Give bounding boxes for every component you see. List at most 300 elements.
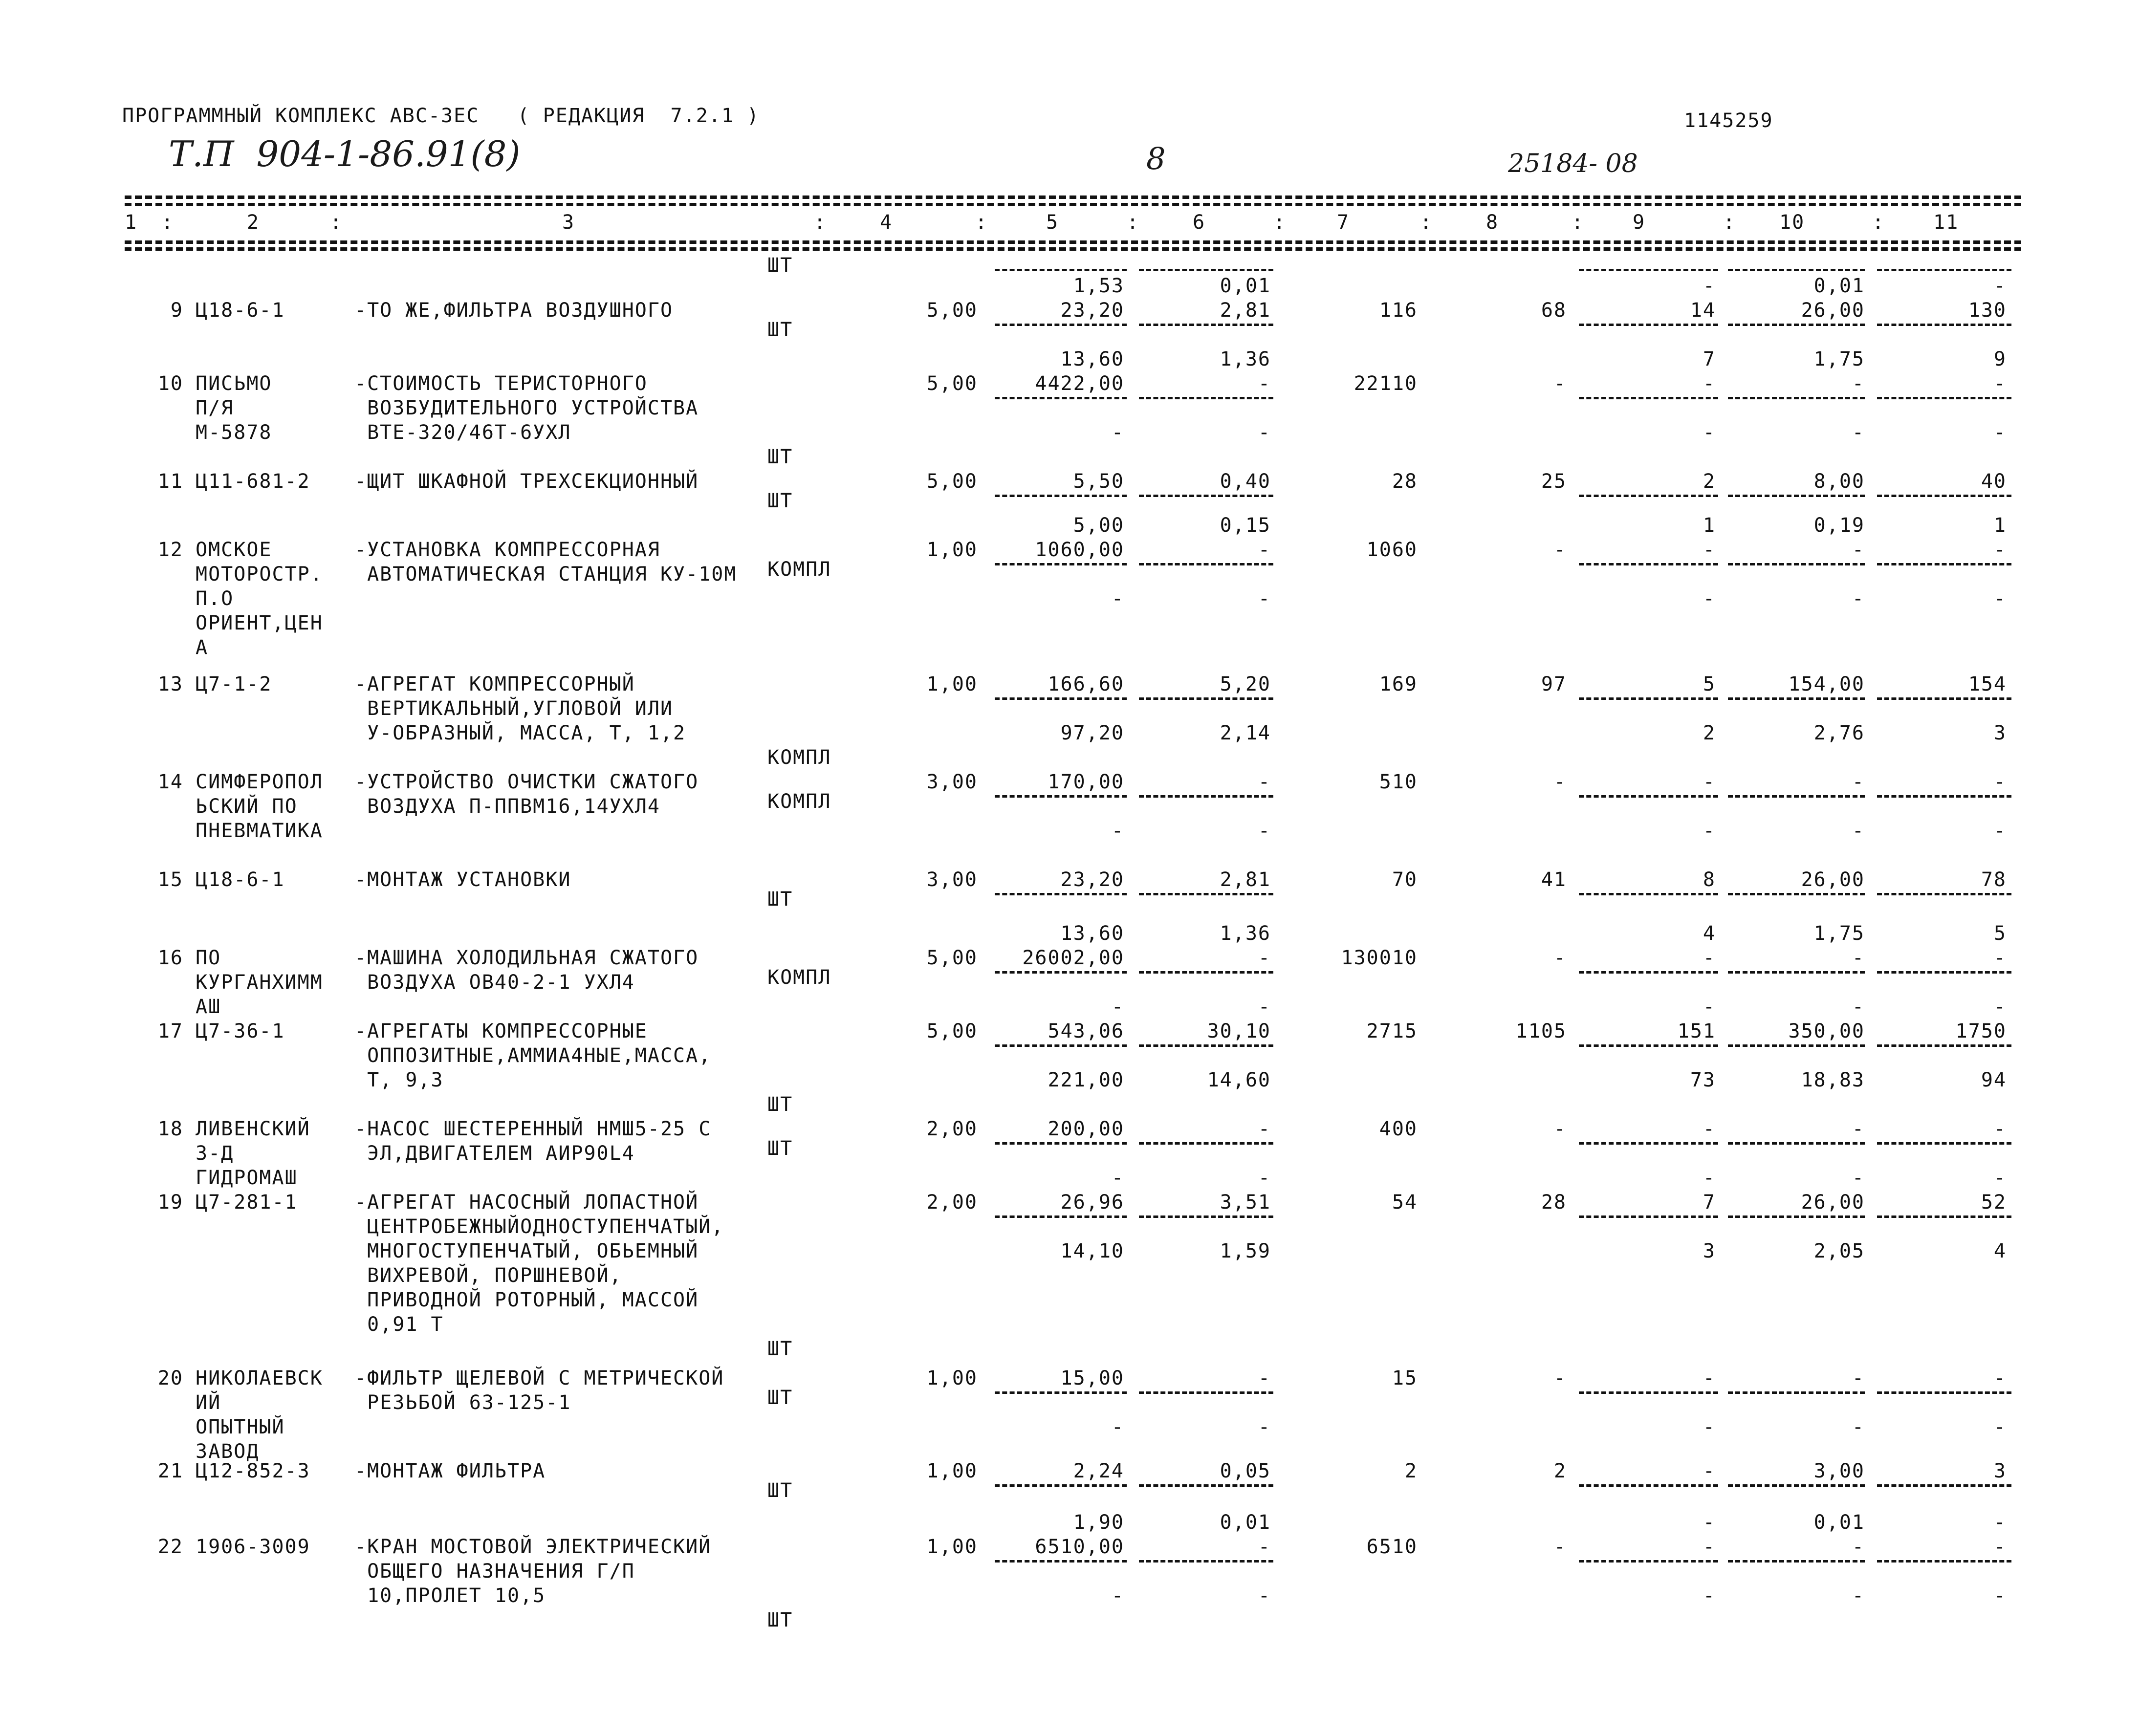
unit-label: ШТ <box>767 888 793 911</box>
sub-value: - <box>1703 996 1716 1018</box>
row-number: 9 <box>170 299 183 322</box>
separator-dash <box>995 563 1127 565</box>
separator-dash <box>1139 1215 1273 1218</box>
separator-dash <box>1877 397 2011 399</box>
row-number: 15 <box>157 868 183 891</box>
separator-dash <box>1877 1044 2011 1047</box>
row-code: Ц11-681-2 <box>196 470 310 493</box>
row-description: -НАСОС ШЕСТЕРЕННЫЙ НМШ5-25 С <box>354 1118 712 1140</box>
sub-value: - <box>1703 820 1716 842</box>
handwritten-page-number: 8 <box>1146 141 1166 176</box>
value-c9: - <box>1703 1460 1716 1482</box>
separator-dash <box>1139 1391 1273 1394</box>
row-description: 0,91 Т <box>354 1313 444 1336</box>
unit-label: КОМПЛ <box>767 790 831 813</box>
column-separator: : <box>1127 211 1139 234</box>
value-c11: - <box>1993 771 2007 793</box>
separator-dash <box>1877 324 2011 326</box>
row-description: ВЕРТИКАЛЬНЫЙ,УГЛОВОЙ ИЛИ <box>354 697 674 720</box>
value-c11: - <box>1993 1118 2007 1140</box>
sub-value: - <box>1852 1416 1865 1438</box>
separator-dash <box>1728 324 1865 326</box>
sub-value: - <box>1993 421 2007 444</box>
value-c9: - <box>1703 771 1716 793</box>
row-number: 17 <box>157 1020 183 1042</box>
value-c5: 1060,00 <box>1035 539 1124 561</box>
value-c8: 28 <box>1541 1191 1567 1214</box>
pre-value: 0,19 <box>1813 514 1865 537</box>
separator-dash <box>1877 495 2011 497</box>
value-c5: 543,06 <box>1048 1020 1124 1042</box>
sub-value: - <box>1993 996 2007 1018</box>
pre-value: 5 <box>1993 922 2007 945</box>
unit-label: ШТ <box>767 1093 793 1116</box>
program-title: ПРОГРАММНЫЙ КОМПЛЕКС АВС-3ЕС ( РЕДАКЦИЯ 7.2.1 ) <box>122 105 760 127</box>
value-c5: 26,96 <box>1060 1191 1124 1214</box>
row-code: ОМСКОЕ <box>196 539 272 561</box>
value-c7: 15 <box>1392 1367 1418 1389</box>
row-code: Ц18-6-1 <box>196 868 285 891</box>
separator-dash <box>1877 563 2011 565</box>
row-number: 10 <box>157 372 183 395</box>
quantity: 2,00 <box>926 1118 978 1140</box>
row-description: РЕЗЬБОЙ 63-125-1 <box>354 1391 571 1414</box>
row-description: -ФИЛЬТР ЩЕЛЕВОЙ С МЕТРИЧЕСКОЙ <box>354 1367 724 1389</box>
column-separator: : <box>1723 211 1735 234</box>
value-c9: 2 <box>1703 470 1716 493</box>
separator-dash <box>1877 697 2011 700</box>
sub-value: 14,60 <box>1207 1069 1271 1091</box>
separator-dash <box>1579 495 1718 497</box>
row-code: ОПЫТНЫЙ <box>196 1416 285 1438</box>
value-c11: 52 <box>1981 1191 2007 1214</box>
row-number: 21 <box>157 1460 183 1482</box>
row-description: У-ОБРАЗНЫЙ, МАССА, Т, 1,2 <box>354 722 686 744</box>
separator-dash <box>995 971 1127 974</box>
sub-value: 3 <box>1993 722 2007 744</box>
sub-value: 2,14 <box>1220 722 1271 744</box>
value-c9: 7 <box>1703 1191 1716 1214</box>
value-c8: 68 <box>1541 299 1567 322</box>
separator-dash <box>1579 1044 1718 1047</box>
value-c11: - <box>1993 539 2007 561</box>
separator-dash <box>1728 1044 1865 1047</box>
row-code: ГИДРОМАШ <box>196 1167 298 1189</box>
pre-value: 4 <box>1703 922 1716 945</box>
row-code: ЬСКИЙ ПО <box>196 795 298 818</box>
value-c9: - <box>1703 1367 1716 1389</box>
value-c5: 5,50 <box>1073 470 1124 493</box>
value-c7: 2 <box>1404 1460 1418 1482</box>
row-description: -ЩИТ ШКАФНОЙ ТРЕХСЕКЦИОННЫЙ <box>354 470 699 493</box>
separator-dash <box>995 1142 1127 1145</box>
row-description: Т, 9,3 <box>354 1069 444 1091</box>
row-number: 12 <box>157 539 183 561</box>
value-c6: 0,40 <box>1220 470 1271 493</box>
value-c9: 5 <box>1703 673 1716 695</box>
quantity: 5,00 <box>926 299 978 322</box>
sub-value: 14,10 <box>1060 1240 1124 1262</box>
value-c11: - <box>1993 372 2007 395</box>
quantity: 3,00 <box>926 868 978 891</box>
unit-label: КОМПЛ <box>767 746 831 769</box>
column-header: 2 <box>247 211 260 234</box>
column-header: 9 <box>1633 211 1646 234</box>
pre-value: 1,75 <box>1813 348 1865 370</box>
sub-value: - <box>1258 421 1271 444</box>
value-c7: 130010 <box>1341 947 1418 969</box>
unit-label: КОМПЛ <box>767 558 831 581</box>
value-c6: 2,81 <box>1220 299 1271 322</box>
separator-dash <box>995 1560 1127 1562</box>
value-c10: 3,00 <box>1813 1460 1865 1482</box>
value-c6: - <box>1258 947 1271 969</box>
separator-dash <box>1728 893 1865 895</box>
separator-dash <box>1139 1560 1273 1562</box>
value-c8: - <box>1553 539 1567 561</box>
header-bottom-rule <box>125 240 2021 244</box>
value-c9: 151 <box>1677 1020 1716 1042</box>
unit-label: ШТ <box>767 1479 793 1502</box>
separator-dash <box>1579 697 1718 700</box>
sub-value: - <box>1993 1416 2007 1438</box>
row-code: КУРГАНХИММ <box>196 971 323 994</box>
pre-value: 7 <box>1703 348 1716 370</box>
value-c8: - <box>1553 1536 1567 1558</box>
sub-value: - <box>1993 1584 2007 1607</box>
value-c7: 22110 <box>1354 372 1418 395</box>
separator-dash <box>1579 269 1718 271</box>
row-code: З-Д <box>196 1142 234 1165</box>
quantity: 1,00 <box>926 673 978 695</box>
value-c10: 26,00 <box>1801 868 1865 891</box>
separator-dash <box>995 1391 1127 1394</box>
sub-value: - <box>1111 1584 1124 1607</box>
separator-dash <box>1139 795 1273 798</box>
value-c7: 70 <box>1392 868 1418 891</box>
sub-value: 94 <box>1981 1069 2007 1091</box>
separator-dash <box>1728 1560 1865 1562</box>
separator-dash <box>995 697 1127 700</box>
value-c10: 26,00 <box>1801 299 1865 322</box>
separator-dash <box>1728 495 1865 497</box>
column-separator: : <box>1872 211 1884 234</box>
value-c7: 28 <box>1392 470 1418 493</box>
separator-dash <box>1728 1142 1865 1145</box>
row-description: -УСТРОЙСТВО ОЧИСТКИ СЖАТОГО <box>354 771 699 793</box>
column-header: 4 <box>880 211 893 234</box>
row-description: -СТОИМОСТЬ ТЕРИСТОРНОГО <box>354 372 648 395</box>
row-code: ПО <box>196 947 221 969</box>
separator-dash <box>995 893 1127 895</box>
row-code: Ц12-852-3 <box>196 1460 310 1482</box>
row-description: -АГРЕГАТ КОМПРЕССОРНЫЙ <box>354 673 635 695</box>
value-c11: 154 <box>1968 673 2007 695</box>
pre-value: - <box>1703 275 1716 297</box>
quantity: 2,00 <box>926 1191 978 1214</box>
pre-value: 0,01 <box>1220 1511 1271 1534</box>
separator-dash <box>1728 971 1865 974</box>
sub-value: - <box>1993 1167 2007 1189</box>
value-c6: 3,51 <box>1220 1191 1271 1214</box>
separator-dash <box>1139 1484 1273 1487</box>
value-c9: - <box>1703 947 1716 969</box>
column-header: 8 <box>1486 211 1499 234</box>
row-number: 11 <box>157 470 183 493</box>
value-c7: 400 <box>1379 1118 1418 1140</box>
row-code: Ц7-281-1 <box>196 1191 298 1214</box>
row-code: П/Я <box>196 397 234 419</box>
pre-value: 1 <box>1993 514 2007 537</box>
separator-dash <box>1728 563 1865 565</box>
header-bottom-rule-2 <box>125 247 2021 251</box>
value-c5: 23,20 <box>1060 299 1124 322</box>
value-c8: 25 <box>1541 470 1567 493</box>
unit-label: ШТ <box>767 446 793 468</box>
sub-value: 73 <box>1690 1069 1716 1091</box>
value-c11: 130 <box>1968 299 2007 322</box>
value-c5: 15,00 <box>1060 1367 1124 1389</box>
row-description: МНОГОСТУПЕНЧАТЫЙ, ОБЬЕМНЫЙ <box>354 1240 699 1262</box>
sub-value: - <box>1258 1416 1271 1438</box>
separator-dash <box>1877 269 2011 271</box>
column-header: 1 <box>125 211 138 234</box>
column-separator: : <box>1420 211 1432 234</box>
column-header: 6 <box>1193 211 1206 234</box>
row-description: ВТЕ-320/46Т-6УХЛ <box>354 421 571 444</box>
unit-label: ШТ <box>767 1338 793 1360</box>
value-c11: 3 <box>1993 1460 2007 1482</box>
separator-dash <box>1139 324 1273 326</box>
pre-value: 0,01 <box>1813 275 1865 297</box>
separator-dash <box>1139 1142 1273 1145</box>
row-number: 20 <box>157 1367 183 1389</box>
value-c5: 26002,00 <box>1022 947 1124 969</box>
row-code: А <box>196 636 209 659</box>
sub-value: - <box>1258 1167 1271 1189</box>
value-c9: 14 <box>1690 299 1716 322</box>
sub-value: 1,59 <box>1220 1240 1271 1262</box>
separator-dash <box>995 1215 1127 1218</box>
separator-dash <box>1877 1484 2011 1487</box>
unit-label: КОМПЛ <box>767 966 831 989</box>
separator-dash <box>1579 1215 1718 1218</box>
value-c9: - <box>1703 1118 1716 1140</box>
pre-value: 5,00 <box>1073 514 1124 537</box>
value-c5: 6510,00 <box>1035 1536 1124 1558</box>
separator-dash <box>1579 1142 1718 1145</box>
separator-dash <box>1728 269 1865 271</box>
sub-value: - <box>1993 820 2007 842</box>
pre-value: 1,75 <box>1813 922 1865 945</box>
quantity: 5,00 <box>926 470 978 493</box>
row-description: -УСТАНОВКА КОМПРЕССОРНАЯ <box>354 539 660 561</box>
row-description: ОБЩЕГО НАЗНАЧЕНИЯ Г/П <box>354 1560 635 1583</box>
pre-value: - <box>1993 275 2007 297</box>
column-header: 3 <box>562 211 575 234</box>
value-c8: 1105 <box>1515 1020 1567 1042</box>
row-code: АШ <box>196 996 221 1018</box>
sub-value: 2,76 <box>1813 722 1865 744</box>
value-c11: - <box>1993 1367 2007 1389</box>
separator-dash <box>1139 971 1273 974</box>
quantity: 1,00 <box>926 539 978 561</box>
sub-value: - <box>1258 1584 1271 1607</box>
separator-dash <box>1139 397 1273 399</box>
value-c5: 170,00 <box>1048 771 1124 793</box>
separator-dash <box>995 1044 1127 1047</box>
value-c10: - <box>1852 1367 1865 1389</box>
sub-value: 221,00 <box>1048 1069 1124 1091</box>
unit-label: ШТ <box>767 254 793 277</box>
value-c6: - <box>1258 539 1271 561</box>
value-c7: 54 <box>1392 1191 1418 1214</box>
separator-dash <box>1579 893 1718 895</box>
value-c11: 78 <box>1981 868 2007 891</box>
row-code: М-5878 <box>196 421 272 444</box>
separator-dash <box>1877 971 2011 974</box>
separator-dash <box>1877 1142 2011 1145</box>
separator-dash <box>1579 563 1718 565</box>
value-c7: 6510 <box>1366 1536 1418 1558</box>
separator-dash <box>1139 269 1273 271</box>
unit-label: ШТ <box>767 1387 793 1409</box>
header-top-rule <box>125 195 2021 199</box>
pre-value: 0,01 <box>1220 275 1271 297</box>
row-code: ЛИВЕНСКИЙ <box>196 1118 310 1140</box>
pre-value: 1,36 <box>1220 922 1271 945</box>
quantity: 1,00 <box>926 1367 978 1389</box>
handwritten-project-number: Т.П 904-1-86.91(8) <box>169 133 521 174</box>
row-code: СИМФЕРОПОЛ <box>196 771 323 793</box>
value-c6: - <box>1258 771 1271 793</box>
value-c6: - <box>1258 1118 1271 1140</box>
row-code: ОРИЕНТ,ЦЕН <box>196 612 323 634</box>
value-c10: 154,00 <box>1788 673 1865 695</box>
quantity: 5,00 <box>926 372 978 395</box>
value-c11: 1750 <box>1955 1020 2007 1042</box>
value-c9: - <box>1703 1536 1716 1558</box>
row-description: ЭЛ,ДВИГАТЕЛЕМ АИР90L4 <box>354 1142 635 1165</box>
pre-value: 1,53 <box>1073 275 1124 297</box>
document-number: 1145259 <box>1684 109 1773 132</box>
separator-dash <box>1579 397 1718 399</box>
sub-value: - <box>1703 1167 1716 1189</box>
row-description: -МОНТАЖ УСТАНОВКИ <box>354 868 571 891</box>
row-code: ПИСЬМО <box>196 372 272 395</box>
value-c6: 0,05 <box>1220 1460 1271 1482</box>
quantity: 5,00 <box>926 1020 978 1042</box>
row-description: -АГРЕГАТ НАСОСНЫЙ ЛОПАСТНОЙ <box>354 1191 699 1214</box>
value-c11: - <box>1993 947 2007 969</box>
pre-value: 9 <box>1993 348 2007 370</box>
column-separator: : <box>330 211 342 234</box>
separator-dash <box>1877 893 2011 895</box>
quantity: 5,00 <box>926 947 978 969</box>
row-description: -АГРЕГАТЫ КОМПРЕССОРНЫЕ <box>354 1020 648 1042</box>
column-header: 11 <box>1933 211 1959 234</box>
separator-dash <box>1728 1215 1865 1218</box>
value-c11: - <box>1993 1536 2007 1558</box>
separator-dash <box>1728 1484 1865 1487</box>
sub-value: - <box>1111 1416 1124 1438</box>
row-description: АВТОМАТИЧЕСКАЯ СТАНЦИЯ КУ-10М <box>354 563 737 586</box>
separator-dash <box>995 269 1127 271</box>
separator-dash <box>995 495 1127 497</box>
pre-value: 13,60 <box>1060 922 1124 945</box>
pre-value: 1,36 <box>1220 348 1271 370</box>
sub-value: - <box>1111 421 1124 444</box>
value-c10: - <box>1852 1536 1865 1558</box>
value-c8: - <box>1553 372 1567 395</box>
row-description: ПРИВОДНОЙ РОТОРНЫЙ, МАССОЙ <box>354 1289 699 1311</box>
column-separator: : <box>1273 211 1286 234</box>
header-top-rule-2 <box>125 203 2021 206</box>
value-c8: - <box>1553 947 1567 969</box>
unit-label: ШТ <box>767 319 793 341</box>
value-c10: 8,00 <box>1813 470 1865 493</box>
separator-dash <box>1139 1044 1273 1047</box>
pre-value: 13,60 <box>1060 348 1124 370</box>
row-description: ВОЗДУХА ОВ40-2-1 УХЛ4 <box>354 971 635 994</box>
sub-value: - <box>1111 820 1124 842</box>
value-c10: - <box>1852 372 1865 395</box>
value-c9: 8 <box>1703 868 1716 891</box>
separator-dash <box>995 1484 1127 1487</box>
unit-label: ШТ <box>767 1609 793 1631</box>
value-c6: 30,10 <box>1207 1020 1271 1042</box>
handwritten-code: 25184- 08 <box>1508 149 1638 178</box>
separator-dash <box>1579 795 1718 798</box>
separator-dash <box>995 795 1127 798</box>
row-code: 1906-3009 <box>196 1536 310 1558</box>
value-c10: 26,00 <box>1801 1191 1865 1214</box>
row-description: -МАШИНА ХОЛОДИЛЬНАЯ СЖАТОГО <box>354 947 699 969</box>
value-c10: - <box>1852 947 1865 969</box>
value-c5: 166,60 <box>1048 673 1124 695</box>
row-code: НИКОЛАЕВСК <box>196 1367 323 1389</box>
separator-dash <box>1877 1215 2011 1218</box>
quantity: 1,00 <box>926 1536 978 1558</box>
value-c10: 350,00 <box>1788 1020 1865 1042</box>
pre-value: 0,01 <box>1813 1511 1865 1534</box>
value-c6: 2,81 <box>1220 868 1271 891</box>
value-c10: - <box>1852 1118 1865 1140</box>
row-number: 22 <box>157 1536 183 1558</box>
row-code: ПНЕВМАТИКА <box>196 820 323 842</box>
sub-value: 2 <box>1703 722 1716 744</box>
column-separator: : <box>814 211 826 234</box>
sub-value: 2,05 <box>1813 1240 1865 1262</box>
value-c8: 41 <box>1541 868 1567 891</box>
unit-label: ШТ <box>767 1137 793 1160</box>
sub-value: - <box>1993 587 2007 610</box>
separator-dash <box>1579 971 1718 974</box>
separator-dash <box>1877 1560 2011 1562</box>
separator-dash <box>1728 795 1865 798</box>
separator-dash <box>1579 1560 1718 1562</box>
sub-value: - <box>1111 996 1124 1018</box>
sub-value: - <box>1111 1167 1124 1189</box>
value-c7: 2715 <box>1366 1020 1418 1042</box>
sub-value: - <box>1258 996 1271 1018</box>
separator-dash <box>1139 697 1273 700</box>
row-number: 19 <box>157 1191 183 1214</box>
sub-value: - <box>1258 587 1271 610</box>
pre-value: 1 <box>1703 514 1716 537</box>
sub-value: 97,20 <box>1060 722 1124 744</box>
value-c8: - <box>1553 1367 1567 1389</box>
